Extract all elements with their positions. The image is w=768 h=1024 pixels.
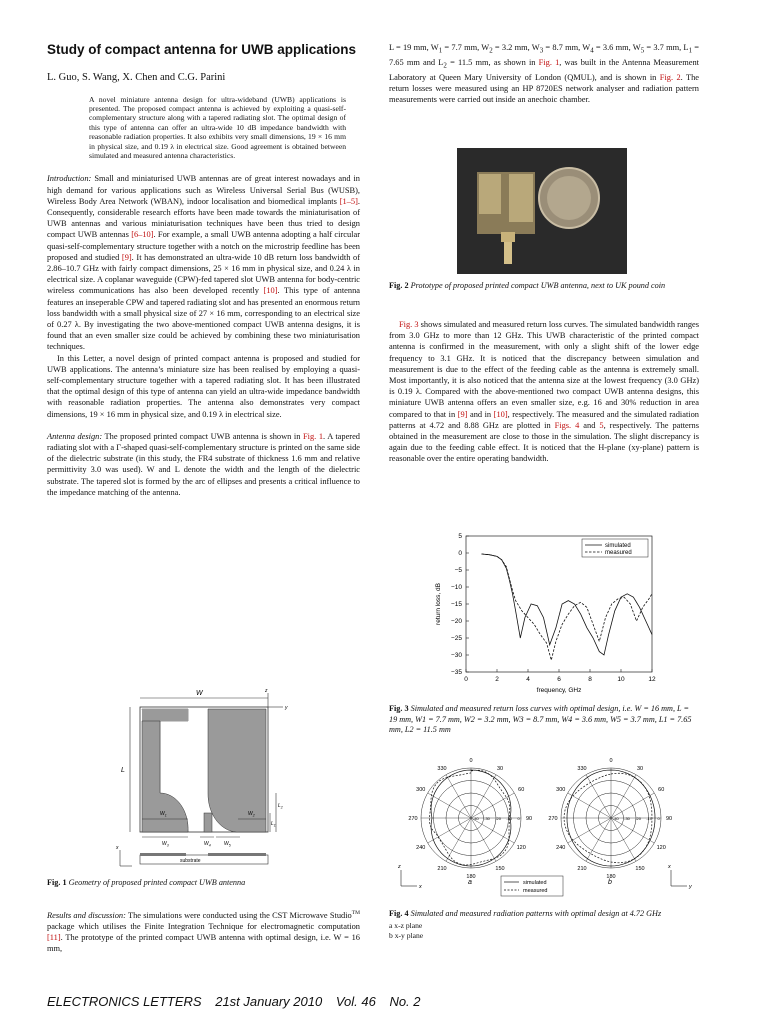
y-tick-label: −35 (450, 669, 462, 677)
polar-angle-label: 150 (635, 866, 645, 873)
polar-angle-label: 60 (658, 787, 665, 793)
polar-angle-label: 60 (518, 787, 525, 793)
polar-angle-label: 0 (469, 758, 473, 764)
panel-label-b: b (608, 879, 612, 886)
dimensions-paragraph: L = 19 mm, $W_1 = 7.7$ mm, $W_2 = 3.2$ mm, $W_3 = 8.7$ mm, $W_4 = 3.6$ mm, $W_5 = 3.7$ mm, $L_1 = 7.65$ mm and $L_2 = 11.5$ mm, as shown in Fig. 1, was built in the Antenna Measurement Laboratory at Queen Mary University of London (QMUL), and is shown in Fig. 2. The return losses were measured using an HP 8720ES network analyser and radiation pattern measurements were carried out inside an anechoic chamber. (389, 43, 700, 105)
results-text: . The prototype of the printed compact UWB antenna with optimal design, i.e. W = 16 mm, (47, 933, 360, 954)
results-heading: Results and discussion: (47, 910, 126, 920)
feedline (204, 813, 212, 832)
label-w: W (196, 690, 203, 697)
polar-angle-label: 90 (525, 816, 533, 822)
issue-date: 21st January 2010 (215, 994, 323, 1009)
polar-angle-label: 210 (437, 866, 447, 873)
polar-spoke (568, 818, 611, 843)
polar-angle-label: 30 (496, 765, 504, 772)
copper-left-side (140, 853, 186, 856)
axis-b-y-label: y (689, 884, 692, 890)
fig3-return-loss-chart (418, 528, 668, 696)
fig2-caption-label: Fig. 2 (389, 281, 409, 290)
y-axis-label: return loss, dB (435, 583, 442, 625)
polar-angle-label: 300 (416, 787, 426, 793)
axis-a-z-label: z (398, 864, 401, 870)
label-w2: $W_2$ (248, 811, 255, 818)
fig4-legend-label: simulated (523, 880, 547, 886)
y-tick-label: −15 (450, 601, 462, 609)
results-paragraph (47, 908, 360, 955)
polar-angle-label: 0 (609, 758, 613, 764)
polar-radial-label: -20 (635, 816, 642, 821)
gamma-radiator-top (142, 709, 188, 721)
ground-plane-right (208, 709, 266, 832)
label-l2: $L_2$ (278, 803, 283, 810)
polar-spoke (471, 793, 514, 818)
polar-spoke (471, 775, 496, 818)
x-tick-label: 12 (648, 676, 656, 683)
x-tick-label: 0 (464, 676, 468, 683)
citation-link[interactable]: [9] (121, 252, 132, 262)
issue-number: No. 2 (389, 994, 421, 1009)
polar-spoke (611, 775, 636, 818)
design-text: . A tapered radiating slot with a Γ-shaped quasi-self-complementary structure is printed on the same side of the dielectric substrate (in this study, the FR4 substrate of thickness 1.6 mm and relative permittivity 3.0 was used). W and L denote the width and the length of the dielectric substrate. The tapered slot is formed by the arc of ellipses and presents a critical influence to the impedance matching of the antenna. (47, 431, 360, 497)
design-paragraph (47, 431, 360, 498)
label-l: L (121, 767, 125, 774)
sma-connector-nut (501, 232, 515, 242)
left-column (47, 42, 360, 498)
paper-title: Study of compact antenna for UWB applications (47, 42, 357, 57)
label-w5: $W_5$ (224, 841, 231, 848)
design-text: The proposed printed compact UWB antenna is shown in (102, 431, 303, 441)
results-text: The simulations were conducted using the CST Microwave Studio (125, 910, 352, 920)
axis-a-x-label: x (419, 884, 422, 890)
polar-spoke (471, 818, 496, 861)
axis-z-label: z (265, 688, 268, 694)
intro-text: . Consequently, considerable research efforts have been made towards the miniaturisation of UWB antennas and various miniaturisation techniques have been thus tried to design compact UWB antennas (47, 196, 360, 240)
fig4-caption (389, 909, 699, 942)
substrate-side-view (140, 855, 268, 864)
substrate-label: substrate (180, 858, 201, 864)
polar-angle-label: 150 (495, 866, 505, 873)
axis-b-x-label: x (668, 864, 671, 870)
polar-spoke (568, 793, 611, 818)
polar-angle-label: 270 (408, 816, 418, 822)
polar-angle-label: 210 (577, 866, 587, 873)
polar-angle-label: 270 (548, 816, 558, 822)
citation-link[interactable]: [1–5] (339, 196, 358, 206)
polar-spoke (611, 818, 636, 861)
label-l1: $L_1$ (271, 821, 276, 828)
fig2-caption-text: Prototype of proposed printed compact UWB antenna, next to UK pound coin (408, 281, 666, 290)
fig4-caption-text: Simulated and measured radiation patterns with optimal design at 4.72 GHz (408, 909, 662, 918)
polar-spoke (446, 775, 471, 818)
polar-angle-label: 240 (556, 845, 566, 851)
intro-text: . It has demonstrated an ultra-wide 10 dB return loss bandwidth of 2.86–10.7 GHz with fairly compact dimensions, 25 × 16 mm in physical size, and 0.24 λ in electrical size. A coplanar waveguide (CPW)-fed tapered slot UWB antenna for body-centric wireless communications has also been developed recently (47, 252, 360, 296)
y-tick-label: −5 (454, 567, 462, 575)
polar-radial-label: -40 (613, 816, 619, 821)
polar-radial-label: -10 (646, 816, 653, 821)
polar-angle-label: 180 (606, 874, 616, 880)
polar-angle-label: 180 (466, 874, 476, 880)
label-w4: $W_4$ (204, 841, 211, 848)
polar-spoke (428, 793, 471, 818)
citation-link[interactable]: [9] (457, 409, 468, 419)
fig3-caption (389, 704, 699, 736)
copper-right-side (208, 853, 266, 856)
series-line-measured (482, 554, 653, 660)
x-tick-label: 10 (617, 676, 625, 683)
antenna-photo-drawing (457, 148, 627, 274)
y-tick-label: 0 (458, 550, 462, 558)
figure-link[interactable]: Fig. 1 (302, 431, 324, 441)
polar-radial-label: 0 (517, 816, 520, 821)
legend-label-measured: measured (605, 550, 632, 556)
sma-connector-body (504, 242, 512, 264)
polar-angle-label: 300 (556, 787, 566, 793)
y-tick-label: −25 (450, 635, 462, 643)
figure-link[interactable]: Fig. 2 (659, 72, 681, 82)
polar-angle-label: 330 (577, 765, 587, 772)
polar-angle-label: 330 (437, 765, 447, 772)
polar-radial-label: -30 (484, 816, 490, 821)
antenna-copper-right (509, 174, 533, 222)
citation-link[interactable]: [10] (263, 286, 278, 296)
trademark-sup: TM (351, 910, 360, 916)
fig1-caption (47, 878, 360, 889)
x-tick-label: 8 (588, 676, 592, 683)
right-column (389, 42, 699, 105)
polar-spoke (446, 818, 471, 861)
fig4-radiation-patterns (389, 752, 701, 900)
polar-spoke (586, 818, 611, 861)
polar-radial-label: -40 (473, 816, 479, 821)
polar-radial-label: 0 (657, 816, 660, 821)
intro-heading: Introduction: (47, 174, 92, 184)
polar-spoke (611, 818, 654, 843)
axis-y-label: y (285, 705, 288, 711)
y-tick-label: −10 (450, 584, 462, 592)
axis-x-label: x (116, 845, 119, 851)
fig4-sub-a: a x-z plane (389, 920, 423, 930)
intro-paragraph-2: In this Letter, a novel design of printed compact antenna is proposed and studied for UWB applications. The antenna’s miniature size has been realised by employing a quasi-self-complementary structure together with a tapered radiating slot. It has been illustrated that the optimal design of this type of antenna can yield an ultra-wide impedance bandwidth with reasonable radiation properties. The antenna also demonstrates very compact dimensions, 19 × 16 mm in physical size, and 0.19 λ in electrical size. (47, 353, 360, 419)
x-tick-label: 4 (526, 676, 530, 683)
results-paragraph-2: Fig. 3 shows simulated and measured return loss curves. The simulated bandwidth ranges from 3.0 GHz to more than 12 GHz. This UWB characteristic of the printed compact antenna is confirmed in the measurement, with only a slight shift of the lower edge frequency to 3.1 GHz. It is noticed that the discrepancy between simulation and measurement is due to the effect of the feeding cable as the antenna is extremely small. Most importantly, it is also noticed that the antenna size at the lowest frequency (3.0 GHz) is 0.19 λ. Compared with the above-mentioned two compact UWB antenna designs, this miniature UWB antenna offers an even smaller size, e.g. 16 and 30% reduction in area compared to that in [9] and in [10], respectively. The measured and the simulated radiation patterns at 4.72 and 8.88 GHz are plotted in Figs. 4 and 5, respectively. The patterns obtained in the measurement are close to those in the simulation. The slight discrepancy is again due to the feeding cable effect. It is noticed that the H-plane (xy-plane) pattern is reasonable over the entire operating bandwidth. (389, 320, 700, 464)
volume: Vol. 46 (335, 994, 376, 1009)
pound-coin-face (547, 176, 591, 220)
abstract: A novel miniature antenna design for ultra-wideband (UWB) applications is presented. The proposed compact antenna is achieved by exploiting a quasi-self-complementary structure along with a tapered radiating slot. The optimal design of this type of antenna can offer an ultra-wide 10 dB impedance bandwidth with reasonable radiation properties. It also exhibits very small dimensions, 19 × 16 mm in physical size, and 0.19 λ in electrical size. Good agreement is obtained between simulated and measured antenna characteristics. (89, 94, 346, 160)
citation-link[interactable]: [6–10] (131, 230, 154, 240)
intro-text: . This type of antenna features an inseperable CPW and tapered radiating slot and has presented an enormous return loss bandwidth with a small physical size of 27 × 16 mm, corresponding to an electrical size of 0.27 λ. By investigating the two above-mentioned compact UWB antenna designs, it is found that an even smaller size could be achieved by combining these two miniaturisation techniques. (47, 286, 360, 352)
design-heading: Antenna design: (47, 431, 103, 441)
fig2-prototype-photo (457, 148, 627, 274)
polar-radial-label: -10 (506, 816, 513, 821)
x-axis-label: frequency, GHz (536, 687, 582, 694)
authors: L. Guo, S. Wang, X. Chen and C.G. Parini (47, 71, 226, 83)
polar-angle-label: 240 (416, 845, 426, 851)
figure-link[interactable]: Figs. 4 (554, 420, 580, 430)
label-w3: $W_3$ (162, 841, 169, 848)
polar-radial-label: -20 (495, 816, 502, 821)
figure-link[interactable]: 5 (599, 420, 604, 430)
antenna-copper-left (479, 174, 501, 214)
fig3-caption-label: Fig. 3 (389, 704, 409, 713)
y-tick-label: 5 (458, 533, 462, 541)
fig2-caption (389, 281, 699, 292)
journal-name: ELECTRONICS LETTERS (47, 994, 202, 1009)
polar-spoke (428, 818, 471, 843)
intro-text: Small and miniaturised UWB antennas are of great interest nowadays and in high demand for various applications such as Wireless Universal Serial Bus (WUSB), Wireless Body Area Network (WBAN), indoor localisation and biomedical implants (47, 174, 360, 206)
fig4-caption-label: Fig. 4 (389, 909, 409, 918)
polar-angle-label: 120 (516, 845, 526, 851)
fig1-geometry-diagram (108, 685, 308, 870)
fig3-caption-text: Simulated and measured return loss curves with optimal design, i.e. W = 16 mm, L = 19 mm, W1 = 7.7 mm, W2 = 3.2 mm, W3 = 8.7 mm, W4 = 3.6 mm, W5 = 3.7 mm, L1 = 7.65 mm, L2 = 11.5 mm (389, 704, 692, 734)
x-tick-label: 2 (495, 676, 499, 683)
fig4-sub-b: b x-y plane (389, 931, 424, 940)
polar-spoke (471, 818, 514, 843)
label-w1: $W_1$ (160, 811, 167, 818)
polar-angle-label: 90 (665, 816, 673, 822)
polar-spoke (611, 793, 654, 818)
intro-text: . For example, a small UWB antenna adopting a half circular quasi-self-complementary structure together with a notch on the microstrip feedline has been proposed and studied (47, 230, 360, 262)
journal-footer (47, 994, 431, 1009)
citation-link[interactable]: [10] (493, 409, 508, 419)
figure-link[interactable]: Fig. 3 (399, 320, 419, 329)
legend-label-simulated: simulated (605, 543, 631, 549)
polar-angle-label: 30 (636, 765, 644, 772)
results-text: package which utilises the Finite Integration Technique for electromagnetic computation (47, 922, 360, 931)
polar-spoke (586, 775, 611, 818)
x-tick-label: 6 (557, 676, 561, 683)
intro-paragraph-1 (47, 173, 360, 352)
polar-angle-label: 120 (656, 845, 666, 851)
citation-link[interactable]: [11] (47, 933, 61, 943)
panel-label-a: a (468, 879, 472, 886)
y-tick-label: −30 (450, 652, 462, 660)
y-tick-label: −20 (450, 618, 462, 626)
fig4-legend-label: measured (523, 888, 548, 894)
polar-radial-label: -30 (624, 816, 630, 821)
fig1-caption-text: Geometry of proposed printed compact UWB antenna (66, 878, 246, 887)
fig1-caption-label: Fig. 1 (47, 878, 67, 887)
figure-link[interactable]: Fig. 1 (538, 57, 560, 67)
